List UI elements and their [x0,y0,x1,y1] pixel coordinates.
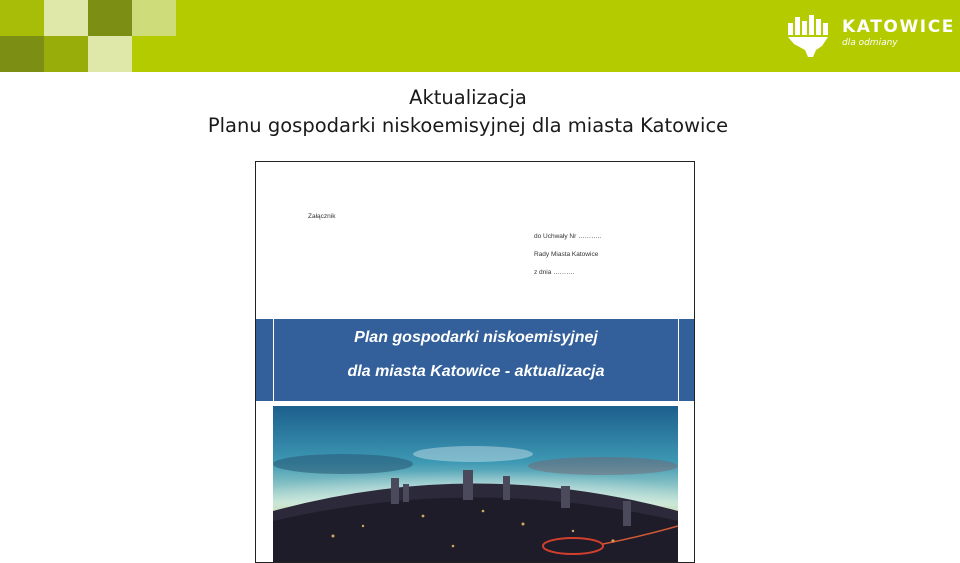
council-line: Rady Miasta Katowice [534,251,599,258]
decor-tile [132,0,176,36]
decor-tile [88,36,132,72]
decor-tile [0,36,44,72]
decor-tile [44,36,88,72]
band-divider [678,319,679,401]
decor-tile [44,0,88,36]
city-panorama-image [273,406,678,563]
logo-tagline: dla odmiany [842,38,898,48]
header-band [0,0,960,72]
document-heading-line2: dla miasta Katowice - aktualizacja [347,363,605,380]
decor-tile [88,0,132,36]
document-title-band [256,319,694,401]
document-heading-line1: Plan gospodarki niskoemisyjnej [354,329,598,346]
logo-name: KATOWICE [842,17,956,37]
document-preview [255,161,695,563]
katowice-logo[interactable] [786,13,956,59]
slide-title [0,84,936,140]
date-line: z dnia ………. [534,269,575,276]
decor-tile [0,0,44,36]
attachment-label: Załącznik [308,213,336,220]
slide-title-line1: Aktualizacja [409,86,527,109]
resolution-line: do Uchwały Nr ……….. [534,233,602,240]
katowice-heart-logo-icon [786,13,832,59]
slide-title-line2: Planu gospodarki niskoemisyjnej dla miasta Katowice [207,114,729,137]
